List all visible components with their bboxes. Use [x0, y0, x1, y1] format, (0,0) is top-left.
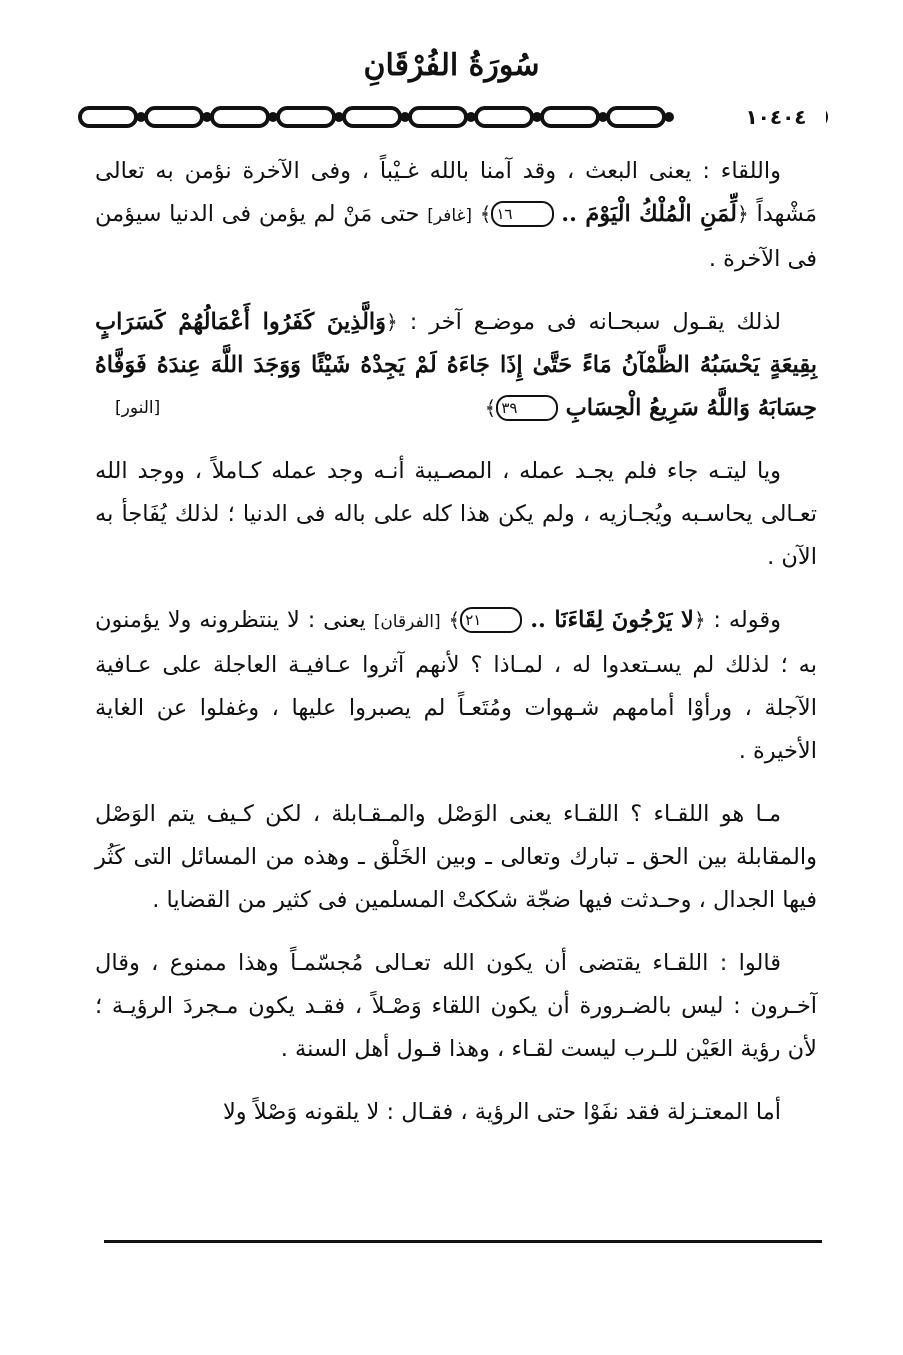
- chain-dot: [534, 114, 540, 120]
- paragraph-2-text: لذلك يقـول سبحـانه فى موضـع آخر :: [409, 309, 782, 335]
- verse-bracket-open: ﴿: [737, 202, 749, 226]
- chain-dot: [666, 114, 672, 120]
- chain-dot: [600, 114, 606, 120]
- footer-divider: [104, 1240, 822, 1243]
- paragraph-1: [95, 150, 817, 281]
- ayah-number-21: ٢١: [460, 607, 522, 633]
- verse-bracket-close: ﴾: [484, 396, 497, 420]
- paragraph-2: [95, 301, 817, 430]
- chain-link: [278, 108, 334, 126]
- chain-link: [476, 108, 532, 126]
- paragraph-7: أما المعتـزلة فقد نفَوْا حتى الرؤية ، فقـال : لا يلقونه وَصْلاً ولا: [222, 1099, 781, 1125]
- header-chain-ornament: [76, 100, 830, 134]
- paragraph-3: ويا ليتـه جاء فلم يجـد عمله ، المصـيبة أنـه وجد عمله كـاملاً ، ووجد الله تعـالى يحاسـبه ويُجـازيه ، ولم يكن هذا كله على باله فى الدنيا ؛ لذلك يُفَاجأ به الآن .: [95, 458, 817, 570]
- chain-link: [542, 108, 598, 126]
- quran-verse-nur: وَالَّذِينَ كَفَرُوا أَعْمَالُهُمْ كَسَرَابٍ بِقِيعَةٍ يَحْسَبُهُ الظَّمْآنُ مَاءً حَتَّىٰ إِذَا جَاءَهُ لَمْ يَجِدْهُ شَيْئًا وَوَجَدَ اللَّهَ عِندَهُ فَوَفَّاهُ حِسَابَهُ وَاللَّهُ سَرِيعُ الْحِسَابِ: [95, 309, 817, 421]
- paragraph-4-text-a: وقوله :: [713, 607, 782, 633]
- page-text: [95, 150, 817, 1154]
- surah-reference-furqan: [الفرقان]: [373, 612, 441, 632]
- paragraph-1-text-a: واللقاء : يعنى البعث ، وقد آمنا بالله غـيْباً ، وفى الآخرة نؤمن به تعالى مَشْهداً: [95, 158, 818, 227]
- chain-link: [212, 108, 268, 126]
- chain-dot: [204, 114, 210, 120]
- verse-bracket-open: ﴿: [386, 310, 398, 334]
- surah-reference-nur: [النور]: [115, 398, 161, 418]
- surah-title: سُورَةُ الفُرْقَانِ: [363, 48, 540, 83]
- chain-link: [146, 108, 202, 126]
- paragraph-4: [95, 599, 817, 773]
- page-number: ١٠٤٠٤: [726, 100, 826, 134]
- chain-link: [344, 108, 400, 126]
- chain-link: [80, 108, 136, 126]
- chain-dot: [336, 114, 342, 120]
- ayah-number-39: ٣٩: [496, 395, 558, 421]
- verse-bracket-close: ﴾: [479, 202, 492, 226]
- paragraph-1-text-b: حتى مَنْ لم يؤمن فى الدنيا سيؤمن فى الآخرة .: [95, 201, 817, 272]
- quran-verse-furqan: لا يَرْجُونَ لِقَاءَنَا ..: [530, 607, 694, 633]
- paragraph-6: قالوا : اللقـاء يقتضى أن يكون الله تعـالى مُجسّمـاً وهذا ممنوع ، وقال آخـرون : ليس بالضـرورة أن يكون اللقاء وَصْـلاً ، فقـد يكون مـجردَ الرؤيـة ؛ لأن رؤية العَيْن للـرب ليست لقـاء ، وهذا قـول أهل السنة .: [95, 950, 817, 1062]
- surah-reference-ghafir: [غافر]: [427, 206, 473, 226]
- chain-dot: [270, 114, 276, 120]
- chain-dot: [402, 114, 408, 120]
- ayah-number-16: ١٦: [491, 201, 553, 227]
- paragraph-4-text-b: يعنى : لا ينتظرونه ولا يؤمنون به ؛ لذلك لم يسـتعدوا له ، لمـاذا ؟ لأنهم آثروا عـافيـة العاجلة على عـافية الآجلة ، ورأوْا أمامهم شـهوات ومُتَعـاً لم يصبروا عليها ، وغفلوا عن الغاية الأخيرة .: [95, 607, 817, 764]
- chain-link: [410, 108, 466, 126]
- verse-bracket-open: ﴿: [693, 608, 706, 632]
- chain-dot: [138, 114, 144, 120]
- quran-verse-ghafir: لِّمَنِ الْمُلْكُ الْيَوْمَ ..: [561, 201, 738, 227]
- paragraph-5: مـا هو اللقـاء ؟ اللقـاء يعنى الوَصْل والمـقـابلة ، لكن كـيف يتم الوَصْل والمقابلة بين الحق ـ تبارك وتعالى ـ وبين الخَلْق ـ وهذه من المسائل التى كَثُر فيها الجدال ، وحـدثت فيها ضجّة شككتْ المسلمين فى كثير من القضايا .: [95, 801, 817, 913]
- chain-link: [608, 108, 664, 126]
- chain-dot: [468, 114, 474, 120]
- verse-bracket-close: ﴾: [448, 608, 461, 632]
